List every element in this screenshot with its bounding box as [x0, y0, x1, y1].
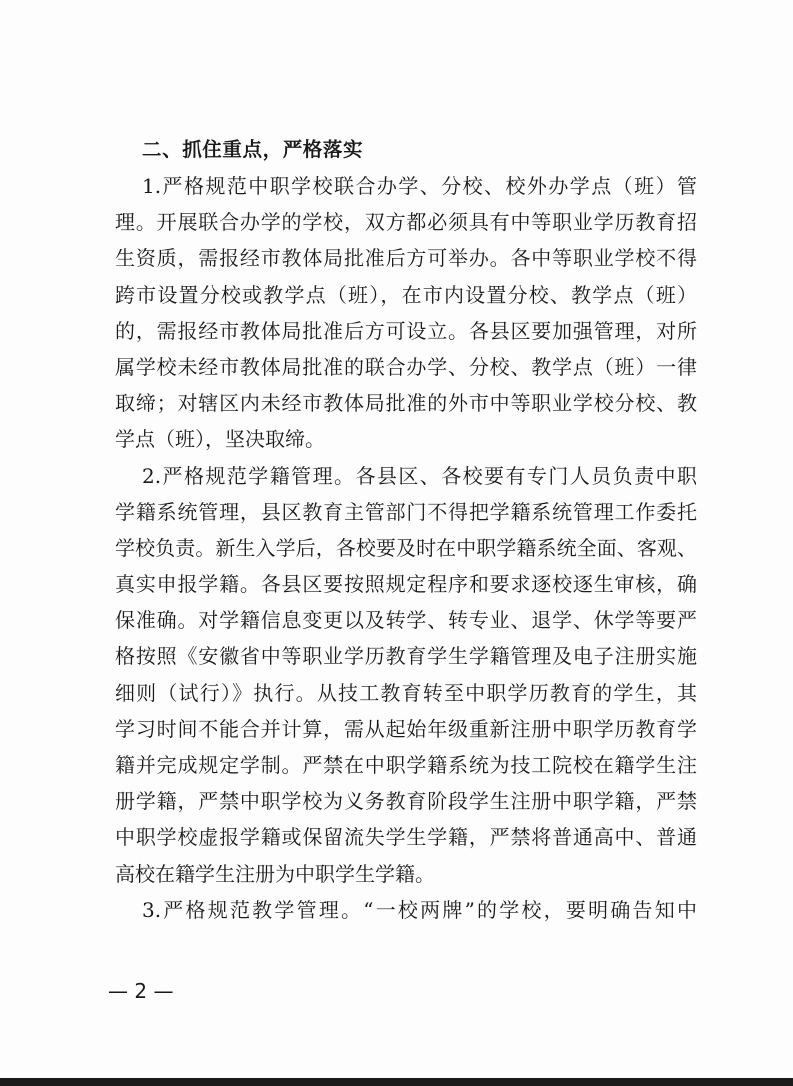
paragraph-3 [115, 892, 697, 928]
text-line: 格按照《安徽省中等职业学历教育学生学籍管理及电子注册实施 [115, 644, 697, 669]
text-line: 跨市设置分校或教学点（班），在市内设置分校、教学点（班） [115, 282, 697, 307]
text-line: 保准确。对学籍信息变更以及转学、转专业、退学、休学等要严 [115, 608, 697, 633]
paragraph-2 [115, 458, 697, 892]
text-line: 理。开展联合办学的学校，双方都必须具有中等职业学历教育招 [115, 210, 697, 235]
text-line: 2.严格规范学籍管理。各县区、各校要有专门人员负责中职 [142, 463, 697, 488]
paragraph-1 [115, 168, 697, 458]
text-line: 的，需报经市教体局批准后方可设立。各县区要加强管理，对所 [115, 318, 697, 343]
scan-border [0, 1078, 793, 1086]
text-line: 籍并完成规定学制。严禁在中职学籍系统为技工院校在籍学生注 [115, 753, 697, 777]
text-line: 学习时间不能合并计算，需从起始年级重新注册中职学历教育学 [115, 716, 697, 741]
page-number: — 2 — [108, 979, 174, 1003]
document-body [115, 132, 697, 928]
text-line: 3.严格规范教学管理。“一校两牌”的学校，要明确告知中 [142, 897, 697, 922]
text-line: 中职学校虚报学籍或保留流失学生学籍，严禁将普通高中、普通 [115, 825, 697, 850]
text-line: 1.严格规范中职学校联合办学、分校、校外办学点（班）管 [142, 174, 697, 198]
text-line: 册学籍，严禁中职学校为义务教育阶段学生注册中职学籍，严禁 [115, 789, 697, 814]
text-line: 属学校未经市教体局批准的联合办学、分校、教学点（班）一律 [115, 354, 697, 379]
text-line: 学点（班），坚决取缔。 [115, 427, 325, 452]
text-line: 学校负责。新生入学后，各校要及时在中职学籍系统全面、客观、 [115, 535, 697, 560]
section-heading: 二、抓住重点，严格落实 [142, 138, 364, 161]
text-line: 细则（试行）》执行。从技工教育转至中职学历教育的学生，其 [115, 680, 697, 705]
text-line: 真实申报学籍。各县区要按照规定程序和要求逐校逐生审核，确 [115, 572, 697, 597]
text-line: 高校在籍学生注册为中职学生学籍。 [115, 861, 435, 886]
text-line: 取缔；对辖区内未经市教体局批准的外市中等职业学校分校、教 [115, 391, 697, 416]
text-line: 学籍系统管理，县区教育主管部门不得把学籍系统管理工作委托 [115, 499, 697, 524]
text-line: 生资质，需报经市教体局批准后方可举办。各中等职业学校不得 [115, 246, 697, 271]
